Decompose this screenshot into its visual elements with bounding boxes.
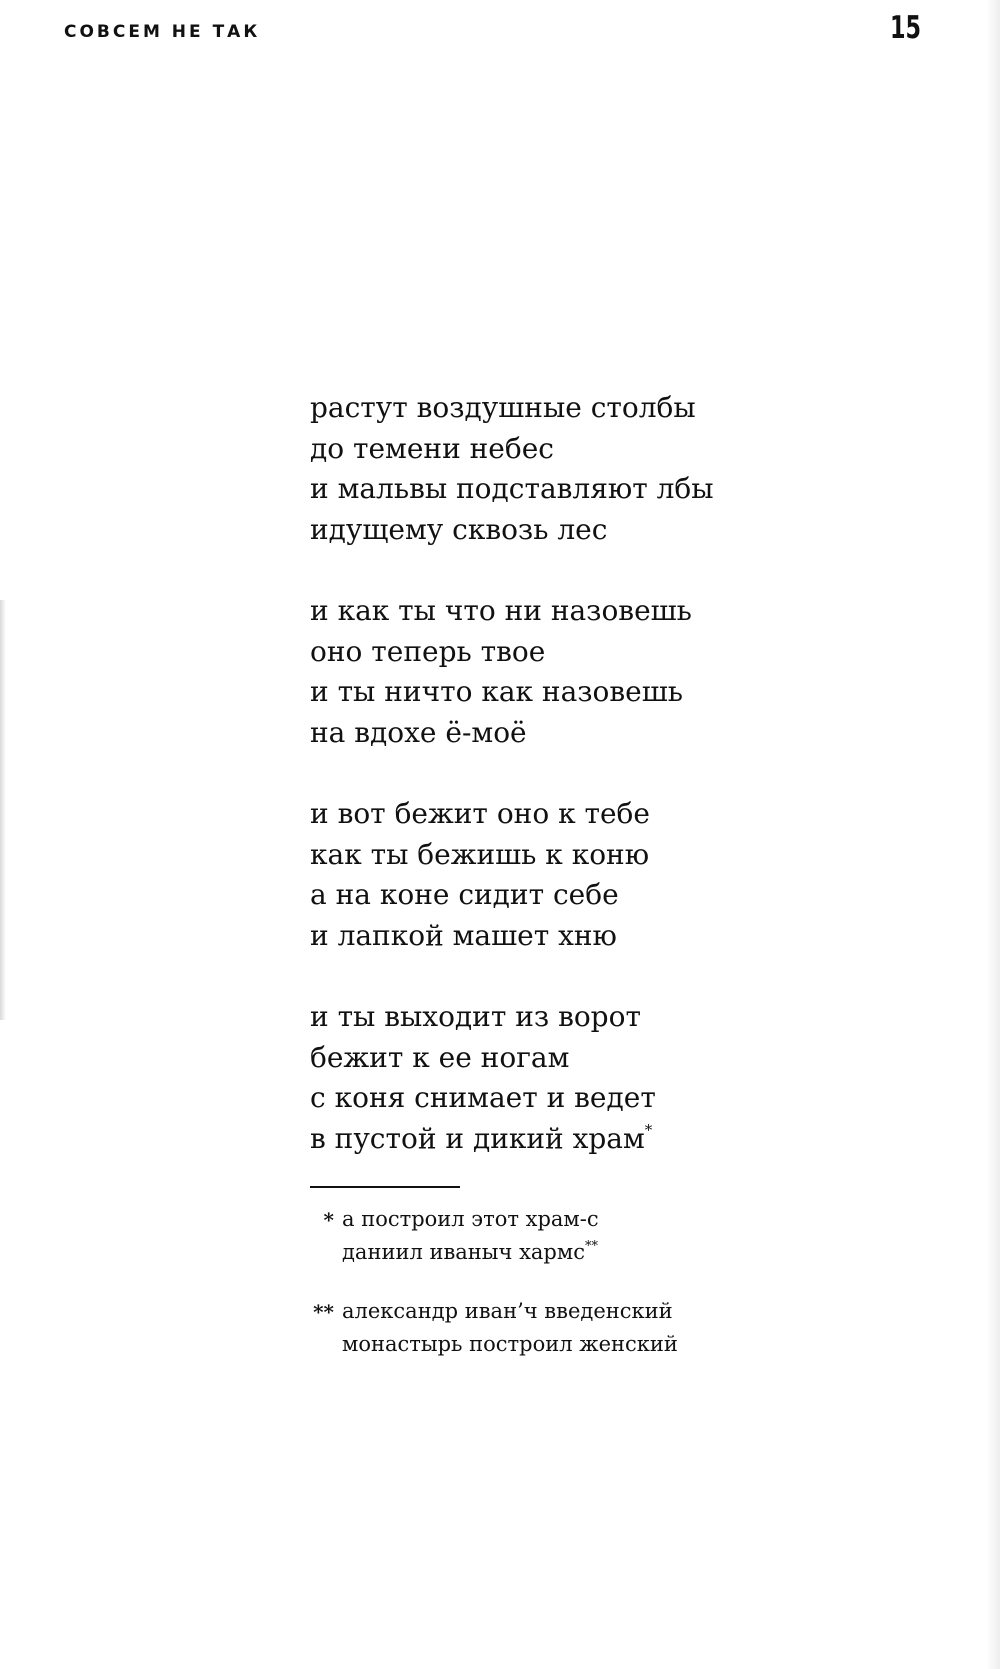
- poem-line: до темени небес: [310, 431, 554, 465]
- poem-line-text: в пустой и дикий храм: [310, 1121, 645, 1155]
- footnote-line: монастырь построил женский: [342, 1332, 678, 1356]
- footnote-2: [300, 1295, 960, 1361]
- footnote-separator-rule: [310, 1186, 460, 1188]
- poem-line: на вдохе ё-моё: [310, 715, 527, 749]
- page-edge-shadow-right: [986, 0, 1000, 1669]
- poem-line: бежит к ее ногам: [310, 1040, 570, 1074]
- footnote-marker: *: [323, 1208, 334, 1232]
- poem-line: и лапкой машет хню: [310, 918, 617, 952]
- footnote-line-with-note: [342, 1236, 960, 1269]
- poem-line: и вот бежит оно к тебе: [310, 797, 650, 830]
- footnotes: [300, 1203, 960, 1387]
- poem: [310, 388, 950, 1159]
- poem-line-with-note: [310, 1119, 950, 1160]
- poem-stanza-4: [310, 997, 950, 1159]
- poem-line: растут воздушные столбы: [310, 391, 696, 424]
- poem-stanza-2: [310, 591, 950, 753]
- poem-line: с коня снимает и ведет: [310, 1081, 656, 1114]
- poem-line: оно теперь твое: [310, 634, 546, 668]
- page-number: 15: [890, 10, 922, 46]
- poem-line: а на коне сидит себе: [310, 878, 619, 911]
- footnote-line-text: даниил иваныч хармс: [342, 1240, 585, 1264]
- poem-line: и ты ничто как назовешь: [310, 675, 684, 708]
- poem-line: и ты выходит из ворот: [310, 1000, 641, 1033]
- poem-line: и как ты что ни назовешь: [310, 594, 692, 627]
- poem-stanza-1: [310, 388, 950, 550]
- footnote-reference-mark: **: [584, 1239, 598, 1254]
- poem-line: как ты бежишь к коню: [310, 837, 650, 871]
- footnote-marker: **: [313, 1300, 334, 1324]
- footnote-line: александр иван’ч введенский: [342, 1299, 673, 1323]
- footnote-reference-mark: *: [644, 1120, 653, 1139]
- footnote-1: [300, 1203, 960, 1269]
- page-edge-shadow-left: [0, 600, 6, 1020]
- poem-line: и мальвы подставляют лбы: [310, 472, 714, 505]
- poem-stanza-3: [310, 794, 950, 956]
- poem-line: идущему сквозь лес: [310, 512, 608, 546]
- running-title: СОВСЕМ НЕ ТАК: [64, 22, 261, 42]
- footnote-line: а построил этот храм-с: [342, 1207, 599, 1231]
